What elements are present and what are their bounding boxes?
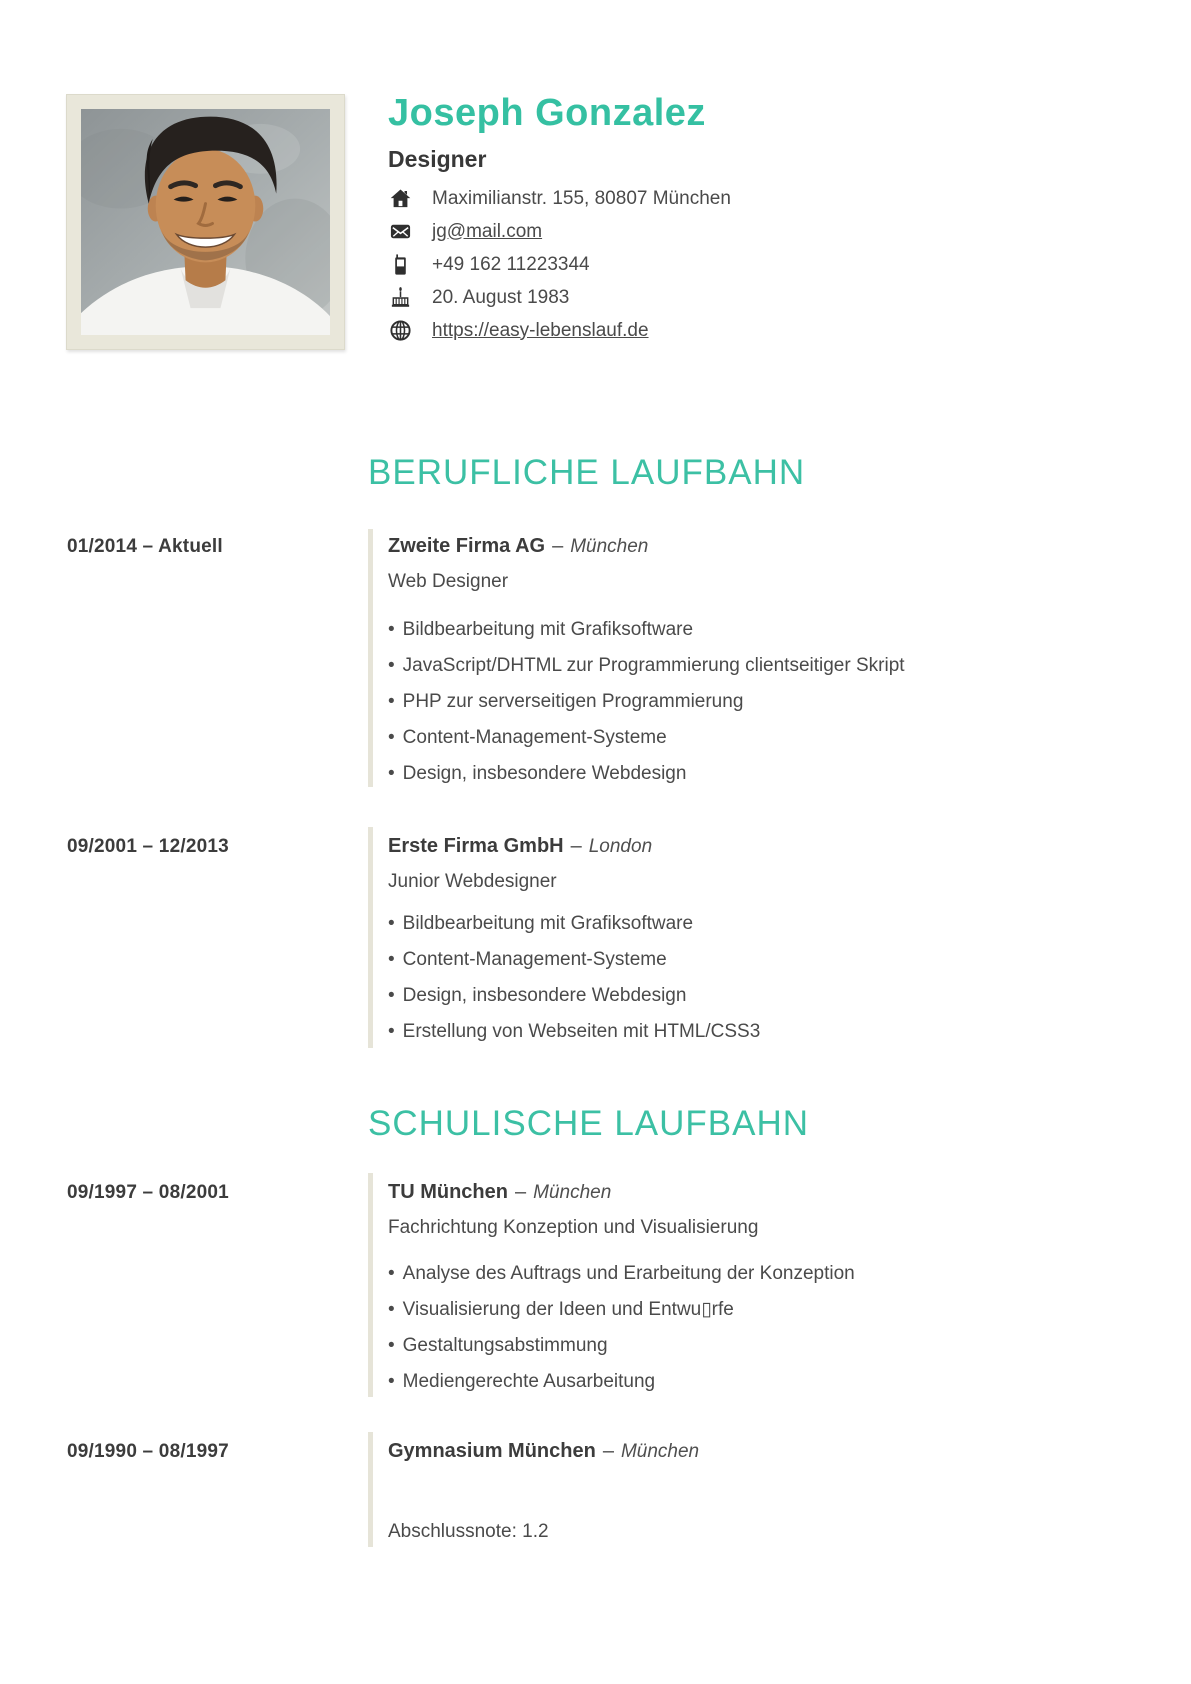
entry-head (388, 835, 1128, 858)
entry-separator: – (602, 1440, 614, 1462)
bullet-item: • Mediengerechte Ausarbeitung (388, 1364, 1148, 1400)
bullet-item: • Content-Management-Systeme (388, 720, 1148, 756)
birthday-cake-icon (388, 286, 412, 310)
entry-role: Web Designer (388, 571, 509, 592)
contact-row-website (388, 314, 948, 347)
entry-separator: – (552, 535, 564, 557)
bullet-item: • JavaScript/DHTML zur Programmierung clientseitiger Skript (388, 648, 1148, 684)
entry-separator: – (515, 1181, 527, 1203)
entry-timeline-bar (368, 1432, 373, 1547)
entry-city: London (588, 836, 653, 857)
entry-city: München (620, 1441, 700, 1462)
bullet-item: • Analyse des Auftrags und Erarbeitung der Konzeption (388, 1256, 1148, 1292)
bullet-item: • Design, insbesondere Webdesign (388, 756, 1148, 792)
phone-text: +49 162 11223344 (432, 253, 590, 275)
entry-city: München (533, 1182, 612, 1203)
entry-period: 09/2001 – 12/2013 (67, 836, 229, 857)
contact-row-email (388, 215, 948, 248)
entry-timeline-bar (368, 529, 373, 787)
birthday-text: 20. August 1983 (432, 286, 570, 308)
portrait-photo (81, 109, 330, 335)
contact-list (388, 182, 948, 347)
bullet-item: • Design, insbesondere Webdesign (388, 978, 1148, 1014)
entry-timeline-bar (368, 827, 373, 1048)
entry-company: Gymnasium München (388, 1440, 596, 1462)
entry-head (388, 1440, 1128, 1463)
job-title: Designer (388, 146, 487, 172)
entry-city: München (570, 536, 649, 557)
entry-company: Zweite Firma AG (388, 535, 546, 557)
bullet-item: • Content-Management-Systeme (388, 942, 1148, 978)
website-link[interactable]: https://easy-lebenslauf.de (432, 319, 649, 341)
entry-role: Junior Webdesigner (388, 871, 557, 892)
bullet-item: • Gestaltungsabstimmung (388, 1328, 1148, 1364)
entry-timeline-bar (368, 1173, 373, 1397)
bullet-item: • Bildbearbeitung mit Grafiksoftware (388, 612, 1148, 648)
section-heading-education: SCHULISCHE LAUFBAHN (368, 1104, 810, 1143)
entry-head (388, 1181, 1128, 1204)
entry-role: Fachrichtung Konzeption und Visualisierung (388, 1217, 759, 1238)
section-heading-career: BERUFLICHE LAUFBAHN (368, 453, 806, 492)
contact-row-address (388, 182, 948, 215)
entry-bullets (388, 1256, 1148, 1400)
globe-icon (388, 319, 412, 343)
home-icon (388, 187, 412, 211)
entry-head (388, 535, 1128, 558)
contact-row-phone (388, 248, 948, 281)
bullet-item: • Erstellung von Webseiten mit HTML/CSS3 (388, 1014, 1148, 1050)
page-title: Joseph Gonzalez (388, 92, 706, 134)
entry-bullets (388, 906, 1148, 1050)
email-link[interactable]: jg@mail.com (432, 220, 543, 242)
entry-bullets (388, 612, 1148, 792)
envelope-icon (388, 220, 412, 244)
bullet-item: • PHP zur serverseitigen Programmierung (388, 684, 1148, 720)
entry-period: 01/2014 – Aktuell (67, 536, 223, 557)
entry-separator: – (570, 835, 582, 857)
entry-company: Erste Firma GmbH (388, 835, 564, 857)
photo-frame (66, 94, 345, 350)
mobile-phone-icon (388, 253, 412, 277)
contact-row-birthday (388, 281, 948, 314)
bullet-item: • Visualisierung der Ideen und Entwu▯rfe (388, 1292, 1148, 1328)
bullet-item: • Bildbearbeitung mit Grafiksoftware (388, 906, 1148, 942)
entry-company: TU München (388, 1181, 508, 1203)
address-text: Maximilianstr. 155, 80807 München (432, 187, 731, 209)
grade-note: Abschlussnote: 1.2 (388, 1521, 549, 1542)
entry-period: 09/1990 – 08/1997 (67, 1441, 229, 1462)
entry-period: 09/1997 – 08/2001 (67, 1182, 229, 1203)
